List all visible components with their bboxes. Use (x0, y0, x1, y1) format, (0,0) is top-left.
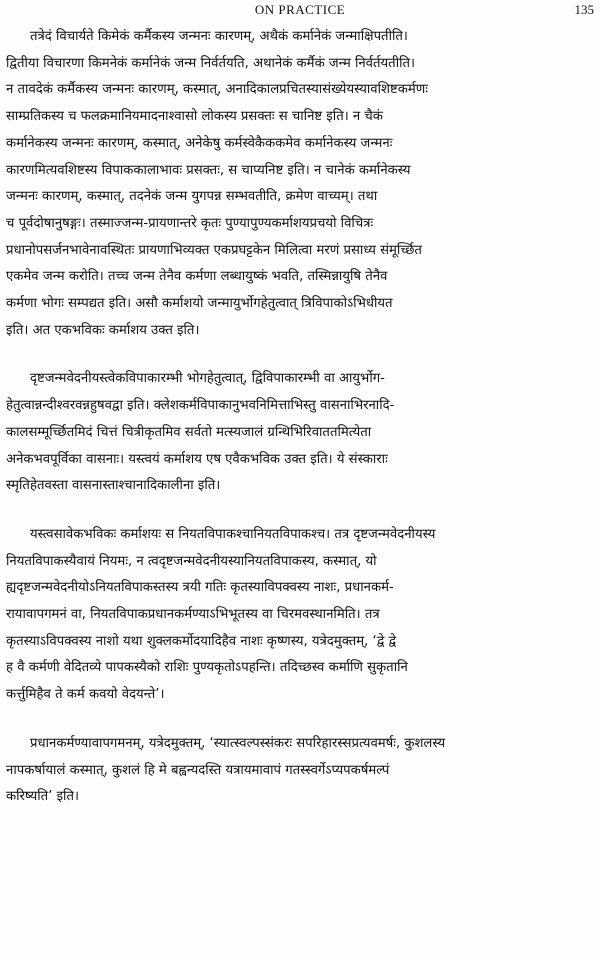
text-line: ह वै कर्मणी वेदितव्ये पापकस्यैको राशिः पुण्यकृतोऽपहन्ति। तदिच्छस्व कर्माणि सुकृतानि (6, 660, 408, 676)
text-line: कर्मानेकस्य जन्मनः कारणम्, कस्मात्, अनेकेषु कर्मस्वेकैककमेव कर्मानेकस्य जन्मनः (6, 135, 393, 151)
paragraph (6, 24, 596, 344)
text-line: च पूर्वदोषानुषङ्गः। तस्माज्जन्म-प्रायणान्तरे कृतः पुण्यापुण्यकर्माशयप्रचयो विचित्रः (6, 215, 374, 231)
page-header (0, 0, 600, 22)
paragraph (6, 522, 596, 709)
text-line: दृष्टजन्मवेदनीयस्त्वेकविपाकारम्भी भोगहेतुत्वात्, द्विविपाकारम्भी वा आयुर्भोग- (30, 371, 385, 387)
text-line: कर्त्तुमिहैव ते कर्म कवयो वेदयन्ते’। (6, 687, 165, 703)
text-line: इति। अत एकभविकः कर्माशय उक्त इति। (6, 322, 200, 338)
paragraph (6, 731, 596, 811)
text-line: कारणमित्यवशिष्टस्य विपाककालाभावः प्रसक्तः, स चाप्यनिष्ट इति। न चानेकं कर्मानेकस्य (6, 162, 411, 178)
text-line: जन्मनः कारणम्, कस्मात्, तदनेकं जन्म युगपन्न सम्भवतीति, क्रमेण वाच्यम्। तथा (6, 189, 378, 205)
text-line: अनेकभवपूर्विका वासनाः। यस्त्वयं कर्माशय एष एवैकभविक उक्त इति। ये संस्काराः (6, 451, 388, 467)
text-line: नियतविपाकस्यैवायं नियमः, न त्वदृष्टजन्मवेदनीयस्यानियतविपाकस्य, कस्मात्, यो (6, 553, 377, 569)
page-body (6, 24, 596, 833)
text-line: रायावापगमनं वा, नियतविपाकप्रधानकर्मण्याऽभिभूतस्य वा चिरमवस्थानमिति। तत्र (6, 607, 380, 623)
page-number: 135 (574, 2, 594, 17)
text-line: हेतुत्वान्नन्दीश्वरवन्नहुषवद्वा इति। क्लेशकर्मविपाकानुभवनिमित्ताभिस्तु वासनाभिरनादि- (6, 398, 395, 414)
text-line: साम्प्रतिकस्य च फलक्रमानियमादनाश्वासो लोकस्य प्रसक्तः स चानिष्ट इति। न चैकं (6, 109, 383, 125)
text-line: स्मृतिहेतवस्ता वासनास्ताश्चानादिकालीना इति। (6, 478, 221, 494)
text-line: नापकर्षायालं कस्मात्, कुशलं हि मे बह्वन्यदस्ति यत्रायमावापं गतस्स्वर्गेऽप्यपकर्षमल्पं (6, 762, 390, 778)
running-head: ON PRACTICE (254, 2, 346, 17)
text-line: प्रधानोपसर्जनभावेनावस्थितः प्रायणाभिव्यक्त एकप्रघट्टकेन मिलित्वा मरणं प्रसाध्य संमूर्च्छित (6, 242, 422, 258)
text-line: कालसम्मूर्च्छितमिदं चित्तं चित्रीकृतमिव सर्वतो मत्स्यजालं ग्रन्थिभिरिवाततमित्येता (6, 424, 372, 440)
paragraph (6, 366, 596, 500)
text-line: करिष्यति’ इति। (6, 789, 79, 805)
text-line: तत्रेदं विचार्यते किमेकं कर्मैकस्य जन्मनः कारणम्, अथैकं कर्मानेकं जन्माक्षिपतीति। (30, 29, 408, 44)
text-line: एकमेव जन्म करोति। तच्च जन्म तेनैव कर्मणा लब्धायुष्कं भवति, तस्मिन्नायुषि तेनैव (6, 269, 388, 285)
text-line: ह्यदृष्टजन्मवेदनीयोऽनियतविपाकस्तस्य त्रयी गतिः कृतस्याविपक्वस्य नाशः, प्रधानकर्म- (6, 580, 394, 596)
text-line: द्वितीया विचारणा किमनेकं कर्मानेकं जन्म निर्वर्तयति, अथानेकं कर्मैकं जन्म निर्वर्तयतीति। (6, 55, 416, 71)
text-line: कृतस्याऽविपक्वस्य नाशो यथा शुक्लकर्मोदयादिहैव नाशः कृष्णस्य, यत्रेदमुक्तम्, ‘द्वे द्वे (6, 633, 397, 649)
text-line: यस्त्वसावेकभविकः कर्माशयः स नियतविपाकश्चानियतविपाकश्च। तत्र दृष्टजन्मवेदनीयस्य (30, 526, 436, 542)
text-line: प्रधानकर्मण्यावापगमनम्, यत्रेदमुक्तम्, ‘स्यात्स्वल्पस्संकरः सपरिहारस्सप्रत्यवमर्षः, कुशलस्य (30, 735, 446, 751)
text-line: न तावदेकं कर्मैकस्य जन्मनः कारणम्, कस्मात्, अनादिकालप्रचितस्यासंख्येयस्यावशिष्टकर्मणः (6, 82, 428, 98)
text-line: कर्मणा भोगः सम्पद्यत इति। असौ कर्माशयो जन्मायुर्भोगहेतुत्वात् त्रिविपाकोऽभिधीयत (6, 296, 393, 312)
